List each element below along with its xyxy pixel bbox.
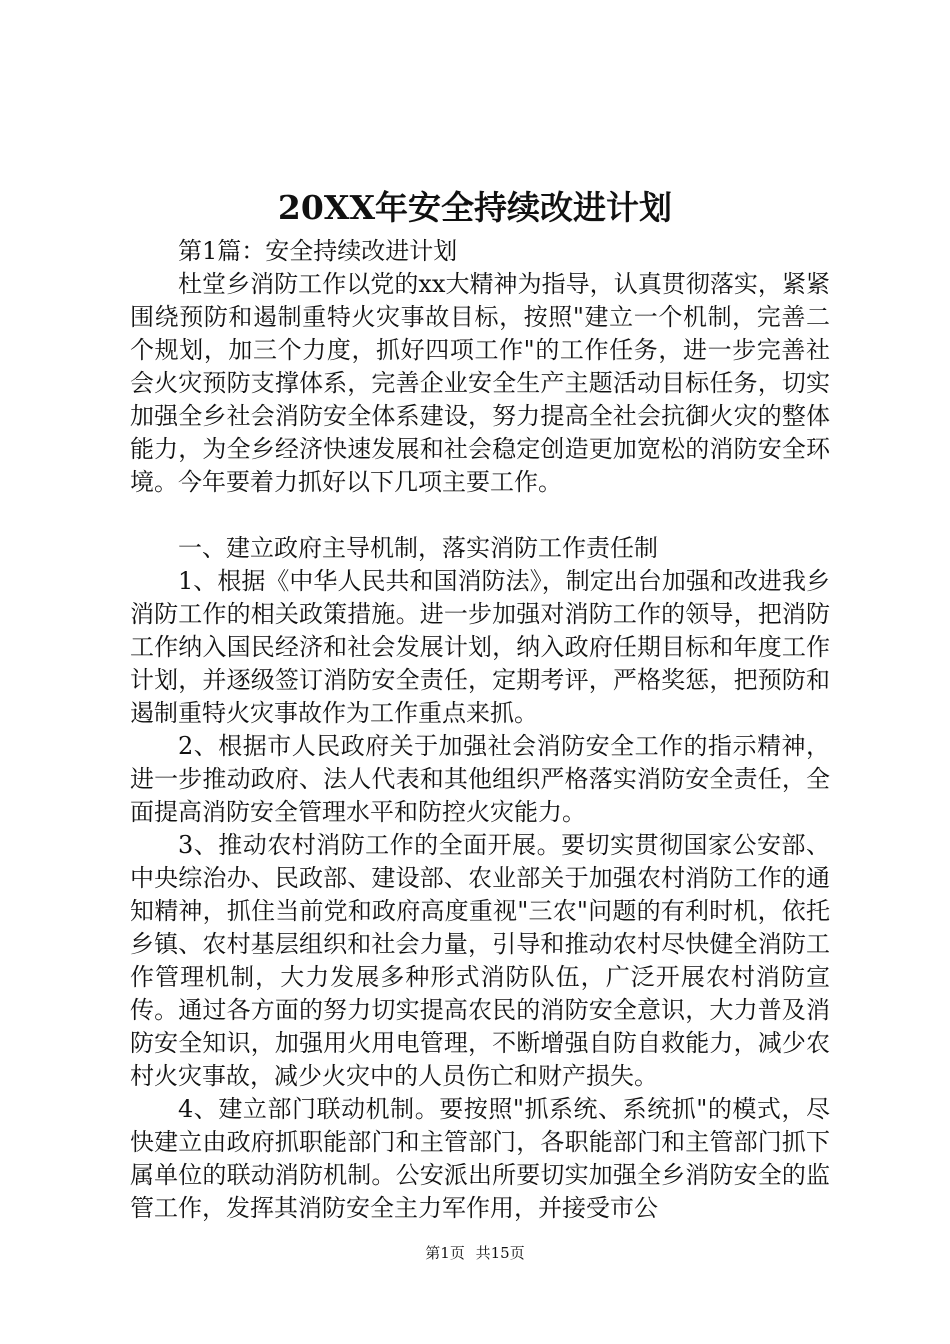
document-body <box>130 235 830 1225</box>
paragraph-item-3: 3、推动农村消防工作的全面开展。要切实贯彻国家公安部、中央综治办、民政部、建设部、农业部关于加强农村消防工作的通知精神，抓住当前党和政府高度重视"三农"问题的有利时机，依托乡镇、农村基层组织和社会力量，引导和推动农村尽快健全消防工作管理机制，大力发展多种形式消防队伍，广泛开展农村消防宣传。通过各方面的努力切实提高农民的消防安全意识，大力普及消防安全知识，加强用火用电管理，不断增强自防自救能力，减少农村火灾事故，减少火灾中的人员伤亡和财产损失。 <box>130 831 830 1090</box>
paragraph-item-4: 4、建立部门联动机制。要按照"抓系统、系统抓"的模式，尽快建立由政府抓职能部门和主管部门，各职能部门和主管部门抓下属单位的联动消防机制。公安派出所要切实加强全乡消防安全的监管工作，发挥其消防安全主力军作用，并接受市公 <box>130 1095 830 1222</box>
subsection-heading: 一、建立政府主导机制，落实消防工作责任制 <box>178 534 658 562</box>
page-number: 第1页 <box>425 1244 465 1262</box>
page-footer <box>0 1243 950 1263</box>
paragraph-item-2: 2、根据市人民政府关于加强社会消防安全工作的指示精神，进一步推动政府、法人代表和其他组织严格落实消防安全责任，全面提高消防安全管理水平和防控火灾能力。 <box>130 732 830 826</box>
document-title: 20XX年安全持续改进计划 <box>277 188 673 227</box>
paragraph-gap <box>130 499 830 532</box>
section-heading: 第1篇：安全持续改进计划 <box>178 237 458 265</box>
intro-paragraph: 杜堂乡消防工作以党的xx大精神为指导，认真贯彻落实，紧紧围绕预防和遏制重特火灾事故目标，按照"建立一个机制，完善二个规划，加三个力度，抓好四项工作"的工作任务，进一步完善社会火灾预防支撑体系，完善企业安全生产主题活动目标任务，切实加强全乡社会消防安全体系建设，努力提高全社会抗御火灾的整体能力，为全乡经济快速发展和社会稳定创造更加宽松的消防安全环境。今年要着力抓好以下几项主要工作。 <box>130 270 830 496</box>
paragraph-item-1: 1、根据《中华人民共和国消防法》，制定出台加强和改进我乡消防工作的相关政策措施。进一步加强对消防工作的领导，把消防工作纳入国民经济和社会发展计划，纳入政府任期目标和年度工作计划，并逐级签订消防安全责任，定期考评，严格奖惩，把预防和遏制重特火灾事故作为工作重点来抓。 <box>130 567 830 727</box>
page-total: 共15页 <box>475 1244 525 1262</box>
